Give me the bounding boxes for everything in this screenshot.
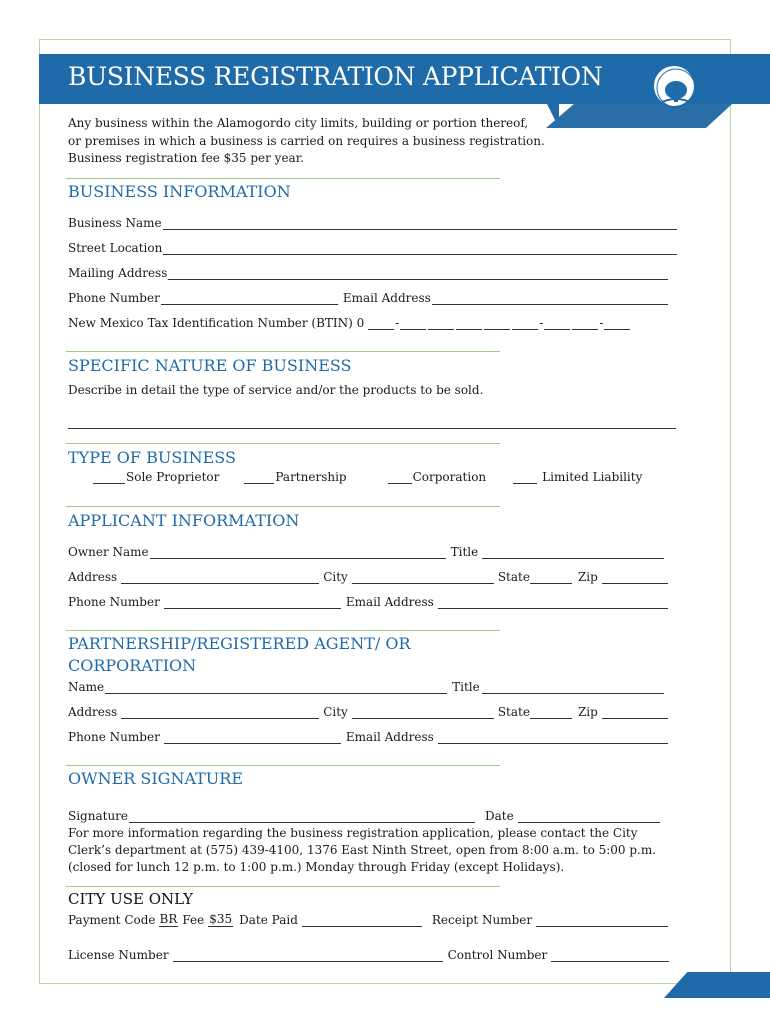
city-seal-icon bbox=[652, 64, 696, 108]
applicant-state-label: State bbox=[497, 570, 530, 584]
partnership-phone-email-row bbox=[68, 728, 669, 744]
section-divider bbox=[66, 443, 500, 444]
applicant-zip-label: Zip bbox=[577, 570, 598, 584]
control-number-field[interactable] bbox=[551, 950, 669, 962]
applicant-email-field[interactable] bbox=[438, 597, 668, 609]
intro-text bbox=[68, 115, 545, 168]
intro-line: Business registration fee $35 per year. bbox=[68, 151, 304, 165]
mailing-address-row bbox=[68, 264, 669, 280]
receipt-number-field[interactable] bbox=[536, 915, 668, 927]
signature-label: Signature bbox=[68, 809, 129, 823]
section-divider bbox=[66, 886, 500, 887]
section-title-type: TYPE OF BUSINESS bbox=[68, 448, 236, 467]
partnership-address-row bbox=[68, 703, 669, 719]
payment-code-value: BR bbox=[159, 912, 178, 926]
email-address-label: Email Address bbox=[342, 291, 431, 305]
section-title-partnership bbox=[68, 633, 411, 677]
mailing-address-field[interactable] bbox=[168, 268, 668, 280]
sole-proprietor-label: Sole Proprietor bbox=[126, 470, 220, 484]
section-title-applicant: APPLICANT INFORMATION bbox=[68, 511, 300, 530]
partnership-name-label: Name bbox=[68, 680, 105, 694]
signature-field[interactable] bbox=[129, 811, 475, 823]
nature-description-row bbox=[68, 381, 483, 397]
sole-proprietor-checkbox[interactable] bbox=[93, 472, 125, 484]
partnership-phone-label: Phone Number bbox=[68, 730, 160, 744]
mailing-address-label: Mailing Address bbox=[68, 266, 168, 280]
contact-line: For more information regarding the business registration application, please contact the City bbox=[68, 826, 638, 840]
partnership-state-label: State bbox=[497, 705, 530, 719]
partnership-title-line: PARTNERSHIP/REGISTERED AGENT/ OR bbox=[68, 634, 411, 653]
section-divider bbox=[66, 630, 500, 631]
partnership-address-label: Address bbox=[68, 705, 118, 719]
partnership-zip-field[interactable] bbox=[602, 707, 668, 719]
applicant-address-label: Address bbox=[68, 570, 118, 584]
partnership-checkbox[interactable] bbox=[244, 472, 274, 484]
date-label: Date bbox=[485, 809, 514, 823]
btin-field-5[interactable] bbox=[484, 318, 510, 330]
contact-line: Clerk’s department at (575) 439-4100, 1376 East Ninth Street, open from 8:00 a.m. to 5:00 p.m. bbox=[68, 843, 657, 857]
btin-field-6[interactable] bbox=[512, 318, 538, 330]
control-number-label: Control Number bbox=[447, 948, 548, 962]
applicant-city-field[interactable] bbox=[352, 572, 494, 584]
phone-number-field[interactable] bbox=[161, 293, 338, 305]
signature-row bbox=[68, 807, 661, 823]
nature-description: Describe in detail the type of service and/or the products to be sold. bbox=[68, 383, 484, 397]
partnership-address-field[interactable] bbox=[121, 707, 319, 719]
owner-name-field[interactable] bbox=[150, 547, 446, 559]
type-options bbox=[92, 470, 642, 484]
street-location-row bbox=[68, 239, 678, 255]
license-number-field[interactable] bbox=[173, 950, 443, 962]
applicant-address-field[interactable] bbox=[121, 572, 319, 584]
section-divider bbox=[66, 178, 500, 179]
partnership-phone-field[interactable] bbox=[164, 732, 341, 744]
logo-area bbox=[546, 54, 732, 128]
business-name-row bbox=[68, 214, 678, 230]
phone-number-label: Phone Number bbox=[68, 291, 160, 305]
section-title-nature: SPECIFIC NATURE OF BUSINESS bbox=[68, 356, 352, 375]
contact-line: (closed for lunch 12 p.m. to 1:00 p.m.) Monday through Friday (except Holidays). bbox=[68, 860, 565, 874]
intro-line: or premises in which a business is carried on requires a business registration. bbox=[68, 133, 545, 148]
btin-field-4[interactable] bbox=[456, 318, 482, 330]
page-title: BUSINESS REGISTRATION APPLICATION bbox=[68, 62, 603, 91]
btin-label: New Mexico Tax Identification Number (BTIN) 0 bbox=[68, 316, 365, 330]
partnership-label: Partnership bbox=[275, 470, 347, 484]
logo-slab bbox=[546, 104, 732, 128]
street-location-label: Street Location bbox=[68, 241, 163, 255]
limited-liability-checkbox[interactable] bbox=[513, 472, 537, 484]
partnership-email-field[interactable] bbox=[438, 732, 668, 744]
section-title-signature: OWNER SIGNATURE bbox=[68, 769, 243, 788]
partnership-title-label: Title bbox=[452, 680, 480, 694]
section-divider bbox=[66, 351, 500, 352]
section-divider bbox=[66, 765, 500, 766]
business-name-field[interactable] bbox=[163, 218, 677, 230]
city-use-title: CITY USE ONLY bbox=[68, 890, 194, 908]
contact-info bbox=[68, 825, 656, 876]
payment-code-label: Payment Code bbox=[68, 913, 156, 927]
applicant-address-row bbox=[68, 568, 669, 584]
section-divider bbox=[66, 506, 500, 507]
partnership-title-field[interactable] bbox=[482, 682, 664, 694]
owner-title-field[interactable] bbox=[482, 547, 664, 559]
business-name-label: Business Name bbox=[68, 216, 162, 230]
partnership-email-label: Email Address bbox=[345, 730, 434, 744]
btin-field-8[interactable] bbox=[572, 318, 598, 330]
owner-title-label: Title bbox=[450, 545, 479, 559]
limited-liability-label: Limited Liability bbox=[542, 470, 643, 484]
nature-answer-field[interactable] bbox=[68, 428, 676, 429]
license-row bbox=[68, 946, 670, 962]
email-address-field[interactable] bbox=[432, 293, 668, 305]
btin-field-3[interactable] bbox=[428, 318, 454, 330]
owner-name-label: Owner Name bbox=[68, 545, 149, 559]
fee-label: Fee bbox=[182, 913, 205, 927]
receipt-number-label: Receipt Number bbox=[431, 913, 533, 927]
partnership-name-row bbox=[68, 678, 665, 694]
partnership-city-field[interactable] bbox=[352, 707, 494, 719]
partnership-title-line: CORPORATION bbox=[68, 656, 197, 675]
intro-line: Any business within the Alamogordo city limits, building or portion thereof, bbox=[68, 116, 529, 130]
partnership-zip-label: Zip bbox=[577, 705, 598, 719]
owner-name-row bbox=[68, 543, 665, 559]
applicant-city-label: City bbox=[323, 570, 348, 584]
date-paid-field[interactable] bbox=[302, 915, 422, 927]
signature-date-field[interactable] bbox=[518, 811, 660, 823]
applicant-email-label: Email Address bbox=[345, 595, 434, 609]
applicant-phone-label: Phone Number bbox=[68, 595, 160, 609]
applicant-state-field[interactable] bbox=[530, 572, 572, 584]
btin-field-9[interactable] bbox=[604, 318, 630, 330]
applicant-zip-field[interactable] bbox=[602, 572, 668, 584]
btin-field-1[interactable] bbox=[368, 318, 394, 330]
btin-field-7[interactable] bbox=[544, 318, 570, 330]
corporation-label: Corporation bbox=[412, 470, 487, 484]
payment-row bbox=[68, 911, 669, 927]
applicant-phone-field[interactable] bbox=[164, 597, 341, 609]
street-location-field[interactable] bbox=[163, 243, 677, 255]
license-number-label: License Number bbox=[68, 948, 169, 962]
partnership-state-field[interactable] bbox=[530, 707, 572, 719]
section-title-business-info: BUSINESS INFORMATION bbox=[68, 182, 291, 201]
date-paid-label: Date Paid bbox=[239, 913, 298, 927]
btin-field-2[interactable] bbox=[400, 318, 426, 330]
partnership-name-field[interactable] bbox=[105, 682, 447, 694]
phone-email-row bbox=[68, 289, 669, 305]
fee-value: $35 bbox=[209, 912, 233, 926]
btin-row: New Mexico Tax Identification Number (BTIN) 0 - - - bbox=[68, 314, 631, 330]
applicant-phone-email-row bbox=[68, 593, 669, 609]
partnership-city-label: City bbox=[323, 705, 348, 719]
corporation-checkbox[interactable] bbox=[388, 472, 412, 484]
